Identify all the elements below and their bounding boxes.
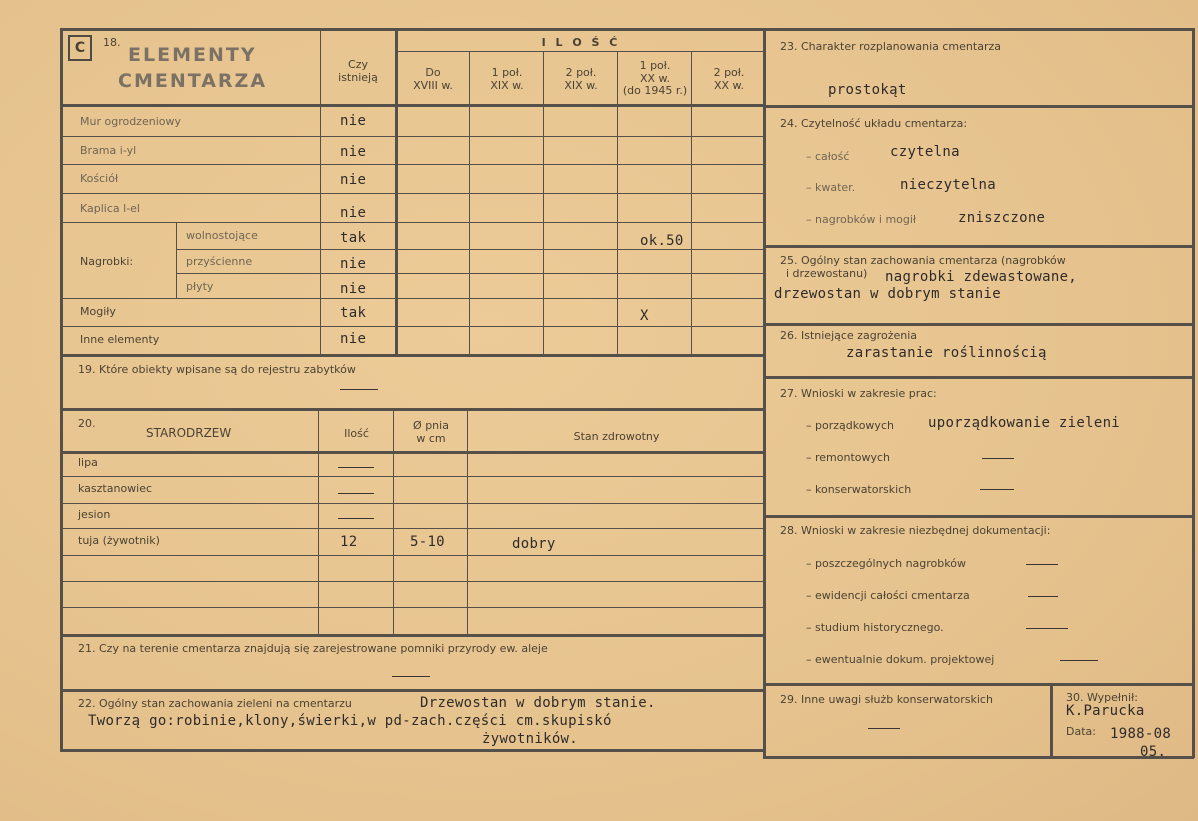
tree-name: lipa [78,456,98,469]
czy-value: tak [340,305,367,321]
col-1p19-header: 1 poł. XIX w. [490,66,524,93]
s20-row-line [62,528,764,529]
s23-bottom-line [763,105,1194,108]
czy-value: nie [340,281,367,297]
s29-label: 29. Inne uwagi służb konserwatorskich [780,693,993,706]
nagrobki-label: Nagrobki: [80,255,134,268]
s20-col-line [318,410,319,636]
s28-label: 28. Wnioski w zakresie niezbędnej dokumentacji: [780,524,1051,537]
s18-header-line [60,104,766,107]
row-line [62,136,764,137]
c-box: C [68,35,92,61]
s27-c-dash [980,489,1014,490]
tree-ilosc: 12 [340,534,358,550]
s20-row-line [62,503,764,504]
s20-stan-header: Stan zdrowotny [573,430,660,443]
s21-dash [392,676,430,677]
s20-pnia-header: Ø pnia w cm [413,419,449,446]
row-line [62,193,764,194]
s20-col-line [467,410,468,636]
row-label: wolnostojące [186,229,258,242]
s27-a-label: – porządkowych [806,419,894,432]
frame-top [60,28,1194,31]
s20-bottom-line [60,634,766,637]
col-czy-header: Czy istnieją [338,58,378,85]
qty-value: X [640,308,649,324]
s18-bottom-line [60,354,766,357]
s24-c-label: – nagrobków i mogił [806,213,917,226]
qty-value: ok.50 [640,233,684,249]
row-line [176,273,764,274]
s25-label-2: i drzewostanu) [786,267,868,280]
s28-d-dash [1060,660,1098,661]
s20-number: 20. [78,417,96,430]
s28-b-label: – ewidencji całości cmentarza [806,589,970,602]
s24-a-label: – całość [806,150,850,163]
row-line [62,326,764,327]
s20-header-line [60,451,766,454]
s20-row-line [62,607,764,608]
s25-value-2: drzewostan w dobrym stanie [774,286,1001,302]
czy-value: nie [340,113,367,129]
date-value-2: 05. [1140,744,1167,760]
s20-row-line [62,581,764,582]
czy-value: nie [340,256,367,272]
s21-label: 21. Czy na terenie cmentarza znajdują się zarejestrowane pomniki przyrody ew. aleje [78,642,548,655]
tree-dash [338,518,374,519]
s26-bottom-line [763,376,1194,379]
s25-value-1: nagrobki zdewastowane, [885,269,1078,285]
frame-right [1192,28,1195,758]
s28-bottom-line [763,683,1194,686]
col-ilosc-header: I L O Ś Ć [541,36,621,49]
frame-bottom-right [763,756,1194,759]
row-label: przyścienne [186,255,253,268]
s18-title-1: ELEMENTY [128,44,257,66]
s18-title-2: CMENTARZA [118,70,268,92]
s24-c-value: zniszczone [958,210,1046,226]
s23-label: 23. Charakter rozplanowania cmentarza [780,40,1001,53]
s20-row-line [62,555,764,556]
s30-label: 30. Wypełnił: [1066,691,1138,704]
s28-c-label: – studium historycznego. [806,621,944,634]
czy-value: nie [340,205,367,221]
s24-b-label: – kwater. [806,181,856,194]
s27-b-dash [982,458,1014,459]
s24-b-value: nieczytelna [900,177,997,193]
tree-name: kasztanowiec [78,482,153,495]
s29-s30-divider [1050,683,1053,758]
s30-value: K.Parucka [1066,703,1145,719]
s27-label: 27. Wnioski w zakresie prac: [780,387,937,400]
s20-row-line [62,476,764,477]
tree-dash [338,493,374,494]
col-1p20-header: 1 poł. XX w. (do 1945 r.) [622,59,688,98]
row-label: Mur ogrodzeniowy [80,115,181,128]
s24-label: 24. Czytelność układu cmentarza: [780,117,968,130]
s28-c-dash [1026,628,1068,629]
s22-value-3: żywotników. [482,731,579,747]
s21-bottom-line [60,689,766,692]
s19-dash [340,389,378,390]
row-line [62,298,764,299]
col-line [543,51,544,356]
row-label: płyty [186,280,214,293]
s19-label: 19. Które obiekty wpisane są do rejestru zabytków [78,363,356,376]
tree-stan: dobry [512,536,556,552]
row-label: Kościół [80,172,119,185]
s25-label-1: 25. Ogólny stan zachowania cmentarza (nagrobków [780,254,1066,267]
czy-value: tak [340,230,367,246]
s24-a-value: czytelna [890,144,960,160]
s24-bottom-line [763,245,1194,248]
row-label: Mogiły [80,305,116,318]
row-line [62,164,764,165]
ilosc-underline [396,51,766,52]
s20-col-line [393,410,394,636]
s19-bottom-line [60,408,766,411]
s20-ilosc-header: Ilość [344,427,369,440]
s28-b-dash [1028,596,1058,597]
row-label: Inne elementy [80,333,160,346]
tree-name: jesion [78,508,111,521]
frame-bottom-left [60,749,766,752]
s28-d-label: – ewentualnie dokum. projektowej [806,653,995,666]
row-label: Brama i-yl [80,144,137,157]
czy-value: nie [340,331,367,347]
s27-b-label: – remontowych [806,451,891,464]
s28-a-label: – poszczególnych nagrobków [806,557,966,570]
s22-value-2: Tworzą go:robinie,klony,świerki,w pd-zach.części cm.skupiskó [88,713,612,729]
frame-middle [763,28,766,758]
s18-number: 18. [103,36,121,49]
col-line [469,51,470,356]
s20-title: STARODRZEW [146,426,232,440]
tree-name: tuja (żywotnik) [78,534,160,547]
nagrobki-split-line [176,222,177,298]
s26-value: zarastanie roślinnością [846,345,1047,361]
s25-bottom-line [763,323,1194,326]
col-2p19-header: 2 poł. XIX w. [564,66,598,93]
date-label: Data: [1066,725,1096,738]
s22-label: 22. Ogólny stan zachowania zieleni na cmentarzu [78,697,352,710]
tree-pnia: 5-10 [410,534,445,550]
s29-dash [868,728,900,729]
s28-a-dash [1026,564,1058,565]
col-do18-header: Do XVIII w. [413,66,453,93]
row-label: Kaplica l-el [80,202,140,215]
date-value-1: 1988-08 [1110,726,1172,742]
czy-value: nie [340,144,367,160]
col-2p20-header: 2 poł. XX w. [713,66,745,93]
row-line [62,222,764,223]
s23-value: prostokąt [828,82,907,98]
s26-label: 26. Istniejące zagrożenia [780,329,918,342]
s27-a-value: uporządkowanie zieleni [928,415,1121,431]
row-line [176,249,764,250]
s27-c-label: – konserwatorskich [806,483,912,496]
tree-dash [338,467,374,468]
czy-value: nie [340,172,367,188]
s22-value-1: Drzewostan w dobrym stanie. [420,695,656,711]
s27-bottom-line [763,515,1194,518]
